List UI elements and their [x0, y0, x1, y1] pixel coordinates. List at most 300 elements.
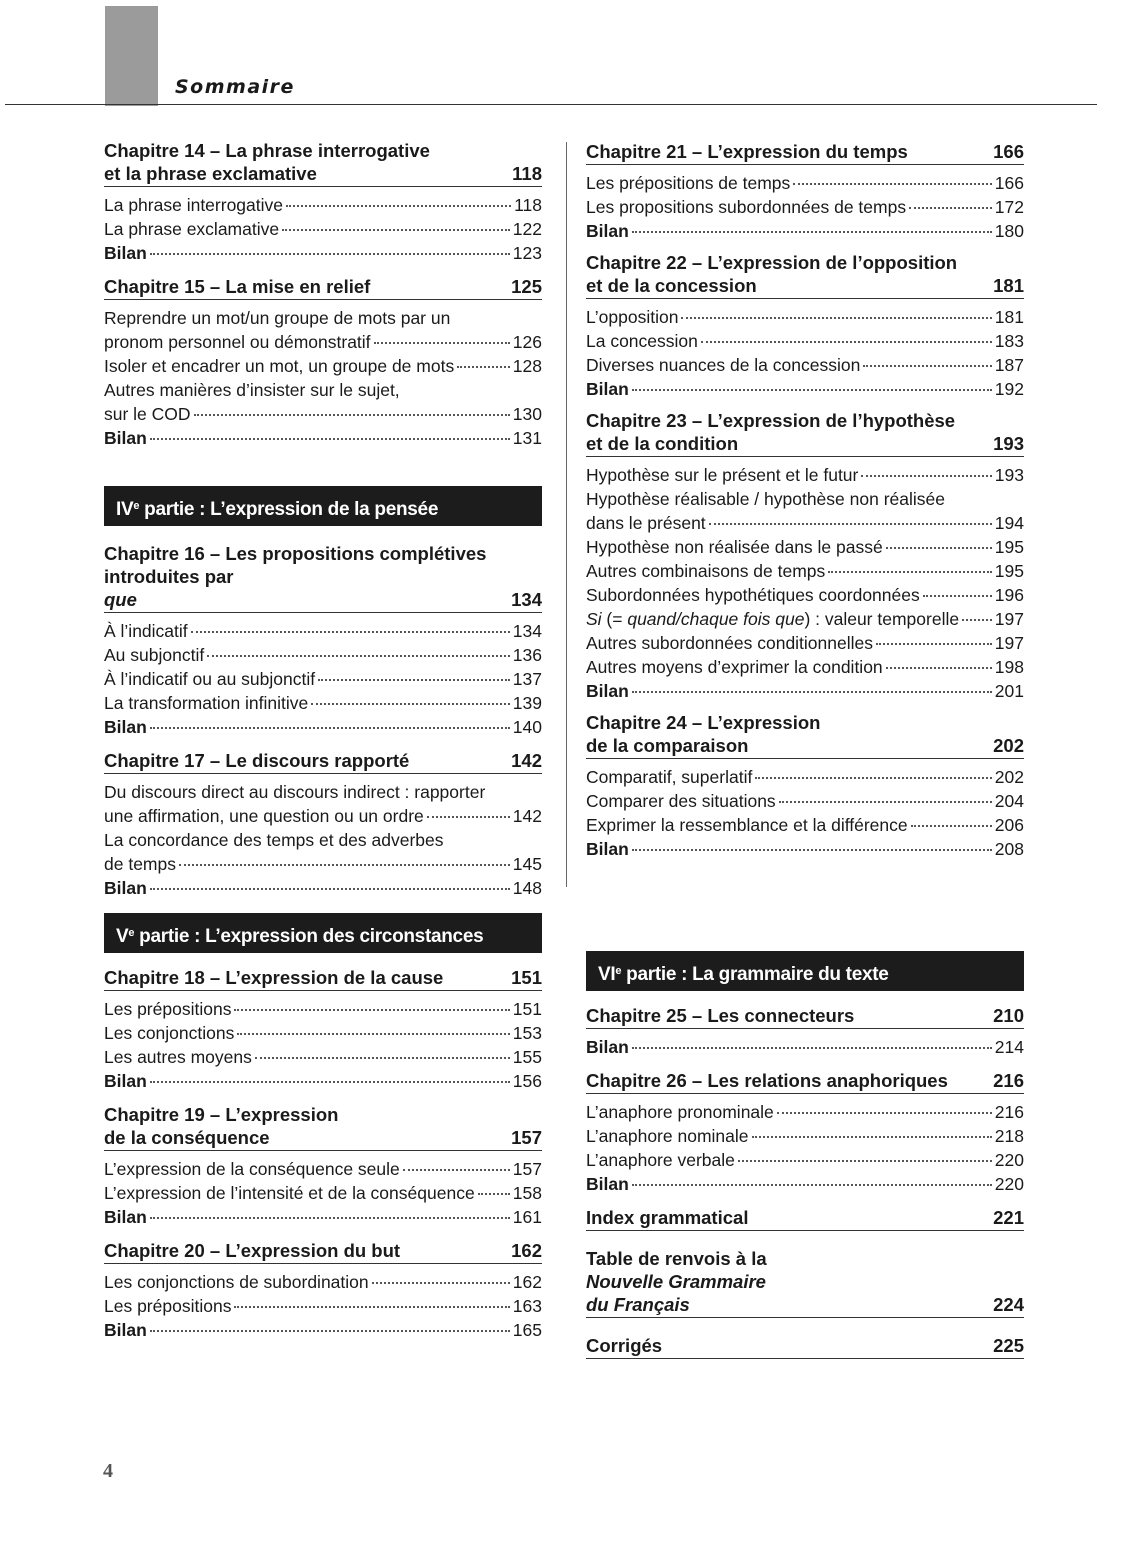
- toc-entry[interactable]: [104, 193, 542, 217]
- entry-page: 161: [512, 1207, 542, 1227]
- index-section: [586, 1206, 1024, 1231]
- chapter-page-number: 193: [993, 433, 1024, 454]
- entry-label-part: (=: [601, 609, 628, 629]
- chapter-page-number: 181: [993, 275, 1024, 296]
- entry-label: L’expression de la conséquence seule: [104, 1159, 400, 1179]
- dot-leader: [478, 1193, 510, 1195]
- entry-label: Les prépositions de temps: [586, 173, 791, 193]
- chapter-16: [104, 542, 542, 739]
- toc-entry[interactable]: [104, 997, 542, 1021]
- entry-label: Autres combinaisons de temps: [586, 561, 826, 581]
- toc-entry[interactable]: [586, 789, 1024, 813]
- dot-leader: [681, 317, 991, 319]
- toc-entry[interactable]: [104, 1181, 542, 1205]
- part-4-section: [104, 486, 542, 900]
- entry-label: Isoler et encadrer un mot, un groupe de mots: [104, 356, 455, 376]
- entry-label: Comparatif, superlatif: [586, 767, 753, 787]
- toc-entry-bilan[interactable]: [586, 219, 1024, 243]
- chapter-heading[interactable]: [104, 1239, 542, 1264]
- entry-page: 196: [994, 585, 1024, 605]
- entry-label: Hypothèse non réalisée dans le passé: [586, 537, 883, 557]
- entry-label-line: Autres manières d’insister sur le sujet,: [104, 380, 400, 400]
- entry-label: Bilan: [104, 717, 147, 737]
- entry-page: 194: [994, 513, 1024, 533]
- part-numeral: VI: [598, 964, 616, 985]
- dot-leader: [909, 207, 992, 209]
- toc-entry[interactable]: [586, 329, 1024, 353]
- chapter-heading[interactable]: [104, 139, 542, 187]
- toc-entry[interactable]: [104, 691, 542, 715]
- chapter-title: Corrigés: [586, 1335, 663, 1356]
- chapter-page-number: 224: [993, 1294, 1024, 1315]
- toc-entry[interactable]: [104, 330, 542, 354]
- dot-leader: [632, 389, 992, 391]
- dot-leader: [793, 183, 992, 185]
- toc-entry-bilan[interactable]: [586, 1035, 1024, 1059]
- entry-label: La phrase exclamative: [104, 219, 280, 239]
- chapter-title: Chapitre 15 – La mise en relief: [104, 276, 371, 297]
- toc-entry[interactable]: [104, 402, 542, 426]
- entry-page: 197: [994, 633, 1024, 653]
- chapter-heading[interactable]: [104, 275, 542, 300]
- entry-label-line: Du discours direct au discours indirect : rapporter: [104, 782, 486, 802]
- entry-page: 195: [994, 561, 1024, 581]
- toc-entry[interactable]: [586, 305, 1024, 329]
- right-column: [586, 140, 1024, 861]
- chapter-title-line: Chapitre 23 – L’expression de l’hypothèse: [586, 410, 956, 431]
- page-title: Sommaire: [175, 76, 295, 98]
- entry-page: 137: [512, 669, 542, 689]
- toc-entry[interactable]: [586, 765, 1024, 789]
- entry-page: 139: [512, 693, 542, 713]
- entry-label: La concession: [586, 331, 698, 351]
- toc-entry[interactable]: [586, 813, 1024, 837]
- header-tab-block: [105, 6, 158, 106]
- toc-entry[interactable]: [104, 804, 542, 828]
- dot-leader: [234, 1009, 509, 1011]
- entry-page: 131: [512, 428, 542, 448]
- entry-label: Les prépositions: [104, 999, 232, 1019]
- entry-label: Subordonnées hypothétiques coordonnées: [586, 585, 920, 605]
- toc-entry[interactable]: [586, 511, 1024, 535]
- chapter-20: [104, 1239, 542, 1342]
- toc-entry[interactable]: [104, 643, 542, 667]
- toc-entry[interactable]: [104, 619, 542, 643]
- entry-page: 218: [994, 1126, 1024, 1146]
- entry-page: 126: [512, 332, 542, 352]
- dot-leader: [709, 523, 992, 525]
- dot-leader: [632, 1184, 992, 1186]
- dot-leader: [632, 691, 992, 693]
- chapter-title-line: et la phrase exclamative: [104, 163, 317, 184]
- dot-leader: [282, 229, 510, 231]
- entry-page: 201: [994, 681, 1024, 701]
- dot-leader: [207, 655, 510, 657]
- toc-entry[interactable]: [586, 607, 1024, 631]
- entry-page: 180: [994, 221, 1024, 241]
- toc-entry[interactable]: [586, 353, 1024, 377]
- part-header[interactable]: [104, 486, 542, 526]
- entry-label: Bilan: [586, 379, 629, 399]
- entry-label: Bilan: [586, 681, 629, 701]
- entry-page: 158: [512, 1183, 542, 1203]
- dot-leader: [311, 703, 510, 705]
- chapter-title: Chapitre 25 – Les connecteurs: [586, 1005, 855, 1026]
- entry-label: À l’indicatif: [104, 621, 188, 641]
- chapter-22: [586, 251, 1024, 401]
- entry-label-line: Hypothèse réalisable / hypothèse non réalisée: [586, 489, 945, 509]
- chapter-title-line: de la comparaison: [586, 735, 749, 756]
- dot-leader: [755, 777, 991, 779]
- chapter-15: [104, 275, 542, 450]
- entry-page: 153: [512, 1023, 542, 1043]
- part-superscript: e: [133, 500, 140, 512]
- entry-label: Bilan: [586, 1174, 629, 1194]
- entry-page: 156: [512, 1071, 542, 1091]
- entry-page: 142: [512, 806, 542, 826]
- entry-label: Les conjonctions de subordination: [104, 1272, 369, 1292]
- entry-label: L’expression de l’intensité et de la conséquence: [104, 1183, 475, 1203]
- chapter-title-line: Chapitre 19 – L’expression: [104, 1104, 339, 1125]
- entry-page: 162: [512, 1272, 542, 1292]
- table-renvois-section: [586, 1247, 1024, 1318]
- chapter-23: [586, 409, 1024, 703]
- dot-leader: [457, 366, 510, 368]
- entry-page: 128: [512, 356, 542, 376]
- toc-entry-bilan[interactable]: [586, 377, 1024, 401]
- chapter-heading[interactable]: [586, 251, 1024, 299]
- chapter-title-line: et de la concession: [586, 275, 757, 296]
- entry-label: Autres moyens d’exprimer la condition: [586, 657, 883, 677]
- toc-entry-bilan[interactable]: [586, 679, 1024, 703]
- entry-page: 130: [512, 404, 542, 424]
- dot-leader: [886, 547, 992, 549]
- chapter-24: [586, 711, 1024, 861]
- chapter-page-number: 142: [511, 750, 542, 771]
- entry-label-part: ) : valeur temporelle: [804, 609, 960, 629]
- dot-leader: [779, 801, 992, 803]
- dot-leader: [863, 365, 991, 367]
- dot-leader: [777, 1112, 992, 1114]
- entry-label: Hypothèse sur le présent et le futur: [586, 465, 859, 485]
- chapter-heading[interactable]: [586, 140, 1024, 165]
- dot-leader: [150, 438, 510, 440]
- entry-label: Bilan: [104, 428, 147, 448]
- toc-entry[interactable]: [586, 535, 1024, 559]
- chapter-heading[interactable]: [104, 542, 542, 613]
- entry-page: 208: [994, 839, 1024, 859]
- toc-entry-bilan[interactable]: [104, 426, 542, 450]
- dot-leader: [234, 1306, 509, 1308]
- chapter-title: Chapitre 20 – L’expression du but: [104, 1240, 401, 1261]
- toc-entry-bilan[interactable]: [104, 1205, 542, 1229]
- entry-label: La transformation infinitive: [104, 693, 309, 713]
- toc-entry-bilan[interactable]: [104, 1318, 542, 1342]
- entry-label: pronom personnel ou démonstratif: [104, 332, 371, 352]
- toc-entry[interactable]: [586, 171, 1024, 195]
- part-label: partie : L’expression des circonstances: [134, 926, 484, 947]
- chapter-title-part: introduites par: [104, 566, 234, 587]
- dot-leader: [150, 253, 510, 255]
- entry-page: 193: [994, 465, 1024, 485]
- entry-page: 195: [994, 537, 1024, 557]
- left-column: [104, 139, 542, 450]
- entry-page: 148: [512, 878, 542, 898]
- entry-page: 214: [994, 1037, 1024, 1057]
- entry-label: À l’indicatif ou au subjonctif: [104, 669, 316, 689]
- dot-leader: [632, 1047, 992, 1049]
- dot-leader: [374, 342, 510, 344]
- part-5-section: [104, 913, 542, 1342]
- toc-entry-bilan[interactable]: [586, 1172, 1024, 1196]
- chapter-26: [586, 1069, 1024, 1196]
- dot-leader: [255, 1057, 510, 1059]
- chapter-title-line: de la conséquence: [104, 1127, 270, 1148]
- entry-label: dans le présent: [586, 513, 706, 533]
- toc-entry-bilan[interactable]: [104, 1069, 542, 1093]
- header-divider: [5, 104, 1097, 105]
- entry-label: L’anaphore pronominale: [586, 1102, 774, 1122]
- entry-page: 134: [512, 621, 542, 641]
- entry-label: La phrase interrogative: [104, 195, 283, 215]
- dot-leader: [150, 727, 510, 729]
- entry-label: Les conjonctions: [104, 1023, 235, 1043]
- entry-page: 197: [994, 609, 1024, 629]
- entry-page: 166: [994, 173, 1024, 193]
- entry-label: Bilan: [586, 839, 629, 859]
- entry-page: 172: [994, 197, 1024, 217]
- chapter-heading[interactable]: [586, 1004, 1024, 1029]
- chapter-title-line: Chapitre 14 – La phrase interrogative: [104, 140, 430, 161]
- entry-label: Bilan: [586, 1037, 629, 1057]
- part-numeral: V: [116, 926, 129, 947]
- toc-entry[interactable]: [104, 217, 542, 241]
- entry-page: 136: [512, 645, 542, 665]
- entry-label: sur le COD: [104, 404, 191, 424]
- entry-label-line: Reprendre un mot/un groupe de mots par un: [104, 308, 451, 328]
- toc-entry[interactable]: [104, 1294, 542, 1318]
- entry-page: 206: [994, 815, 1024, 835]
- dot-leader: [194, 414, 510, 416]
- chapter-title: Chapitre 17 – Le discours rapporté: [104, 750, 410, 771]
- chapter-title: Chapitre 26 – Les relations anaphoriques: [586, 1070, 948, 1091]
- chapter-page-number: 225: [993, 1335, 1024, 1356]
- dot-leader: [701, 341, 992, 343]
- part-header[interactable]: [104, 913, 542, 953]
- chapter-25: [586, 1004, 1024, 1059]
- chapter-page-number: 151: [511, 967, 542, 988]
- chapter-title: Chapitre 21 – L’expression du temps: [586, 141, 908, 162]
- entry-label: Diverses nuances de la concession: [586, 355, 861, 375]
- entry-label-line: La concordance des temps et des adverbes: [104, 830, 444, 850]
- entry-page: 220: [994, 1174, 1024, 1194]
- entry-label: Exprimer la ressemblance et la différence: [586, 815, 908, 835]
- dot-leader: [738, 1160, 992, 1162]
- entry-label-italic: Si: [586, 609, 602, 629]
- entry-page: 198: [994, 657, 1024, 677]
- entry-label: Bilan: [104, 1071, 147, 1091]
- toc-entry-bilan[interactable]: [104, 876, 542, 900]
- entry-label: Comparer des situations: [586, 791, 776, 811]
- chapter-heading[interactable]: [104, 966, 542, 991]
- chapter-title-line: et de la condition: [586, 433, 739, 454]
- dot-leader: [318, 679, 510, 681]
- entry-page: 118: [514, 195, 542, 215]
- entry-page: 192: [994, 379, 1024, 399]
- dot-leader: [876, 643, 992, 645]
- entry-label: Les prépositions: [104, 1296, 232, 1316]
- chapter-page-number: 202: [993, 735, 1024, 756]
- toc-entry[interactable]: [104, 354, 542, 378]
- toc-entry[interactable]: [104, 1045, 542, 1069]
- chapter-heading[interactable]: [104, 1103, 542, 1151]
- chapter-heading[interactable]: [586, 711, 1024, 759]
- entry-page: 155: [512, 1047, 542, 1067]
- toc-entry[interactable]: [586, 583, 1024, 607]
- toc-entry[interactable]: [586, 631, 1024, 655]
- entry-label: L’opposition: [586, 307, 679, 327]
- entry-label: de temps: [104, 854, 176, 874]
- entry-label: une affirmation, une question ou un ordre: [104, 806, 424, 826]
- column-divider: [566, 142, 567, 887]
- chapter-21: [586, 140, 1024, 243]
- chapter-19: [104, 1103, 542, 1229]
- chapter-title: Chapitre 18 – L’expression de la cause: [104, 967, 444, 988]
- dot-leader: [752, 1136, 992, 1138]
- chapter-14: [104, 139, 542, 265]
- entry-page: 145: [512, 854, 542, 874]
- chapter-page-number: 118: [512, 163, 542, 184]
- part-numeral: IV: [116, 499, 134, 520]
- toc-entry[interactable]: [104, 1021, 542, 1045]
- chapter-page-number: 134: [511, 589, 542, 610]
- dot-leader: [861, 475, 991, 477]
- entry-label: L’anaphore verbale: [586, 1150, 735, 1170]
- dot-leader: [962, 619, 992, 621]
- toc-entry[interactable]: [104, 1157, 542, 1181]
- entry-label: Bilan: [104, 1320, 147, 1340]
- toc-entry-bilan[interactable]: [586, 837, 1024, 861]
- toc-entry[interactable]: [586, 195, 1024, 219]
- part-superscript: e: [128, 927, 135, 939]
- toc-entry[interactable]: [104, 667, 542, 691]
- chapter-page-number: 166: [993, 141, 1024, 162]
- entry-label-italic: quand/chaque fois que: [627, 609, 805, 629]
- entry-label: Autres subordonnées conditionnelles: [586, 633, 873, 653]
- toc-entry[interactable]: [586, 655, 1024, 679]
- entry-page: 140: [512, 717, 542, 737]
- entry-page: 181: [994, 307, 1024, 327]
- toc-entry[interactable]: [104, 1270, 542, 1294]
- entry-label: Bilan: [104, 1207, 147, 1227]
- chapter-heading[interactable]: [586, 1069, 1024, 1094]
- chapter-page-number: 221: [993, 1207, 1024, 1228]
- chapter-page-number: 216: [993, 1070, 1024, 1091]
- entry-page: 157: [512, 1159, 542, 1179]
- part-superscript: e: [615, 965, 622, 977]
- entry-label: Bilan: [104, 878, 147, 898]
- dot-leader: [150, 888, 510, 890]
- chapter-heading[interactable]: [586, 1247, 1024, 1318]
- chapter-title-italic: du Français: [586, 1294, 690, 1315]
- part-label: partie : La grammaire du texte: [621, 964, 889, 985]
- entry-label: Au subjonctif: [104, 645, 205, 665]
- entry-page: 163: [512, 1296, 542, 1316]
- entry-label: Les autres moyens: [104, 1047, 252, 1067]
- dot-leader: [372, 1282, 510, 1284]
- chapter-page-number: 162: [511, 1240, 542, 1261]
- part-6-section: [586, 951, 1024, 1365]
- chapter-heading[interactable]: [104, 749, 542, 774]
- dot-leader: [286, 205, 511, 207]
- chapter-page-number: 125: [511, 276, 542, 297]
- dot-leader: [403, 1169, 510, 1171]
- entry-label: Bilan: [104, 243, 147, 263]
- dot-leader: [828, 571, 992, 573]
- toc-entry-bilan[interactable]: [104, 715, 542, 739]
- dot-leader: [632, 849, 992, 851]
- dot-leader: [191, 631, 510, 633]
- toc-entry[interactable]: [586, 559, 1024, 583]
- chapter-title-line: Chapitre 16 – Les propositions complétives: [104, 543, 487, 564]
- toc-entry-bilan[interactable]: [104, 241, 542, 265]
- entry-page: 220: [994, 1150, 1024, 1170]
- toc-entry[interactable]: [586, 463, 1024, 487]
- entry-page: 165: [512, 1320, 542, 1340]
- chapter-title-part: Table de renvois à la: [586, 1248, 767, 1269]
- chapter-title-italic: que: [104, 589, 137, 610]
- dot-leader: [150, 1330, 510, 1332]
- part-label: partie : L’expression de la pensée: [139, 499, 439, 520]
- toc-entry[interactable]: [586, 1124, 1024, 1148]
- dot-leader: [150, 1081, 510, 1083]
- entry-page: 122: [512, 219, 542, 239]
- entry-label: [586, 607, 959, 631]
- chapter-heading[interactable]: [586, 1206, 1024, 1231]
- toc-entry[interactable]: [586, 1100, 1024, 1124]
- dot-leader: [427, 816, 510, 818]
- toc-entry[interactable]: [104, 852, 542, 876]
- entry-label: Les propositions subordonnées de temps: [586, 197, 907, 217]
- dot-leader: [923, 595, 992, 597]
- chapter-18: [104, 966, 542, 1093]
- chapter-page-number: 210: [993, 1005, 1024, 1026]
- entry-page: 216: [994, 1102, 1024, 1122]
- chapter-title-italic: Nouvelle Grammaire: [586, 1271, 766, 1292]
- dot-leader: [886, 667, 992, 669]
- chapter-heading[interactable]: [586, 1334, 1024, 1359]
- dot-leader: [911, 825, 992, 827]
- part-header[interactable]: [586, 951, 1024, 991]
- entry-page: 123: [512, 243, 542, 263]
- chapter-title-line: Chapitre 22 – L’expression de l’opposition: [586, 252, 958, 273]
- corriges-section: [586, 1334, 1024, 1359]
- entry-page: 151: [512, 999, 542, 1019]
- chapter-title-line: Chapitre 24 – L’expression: [586, 712, 821, 733]
- dot-leader: [237, 1033, 509, 1035]
- entry-page: 202: [994, 767, 1024, 787]
- entry-page: 204: [994, 791, 1024, 811]
- chapter-page-number: 157: [511, 1127, 542, 1148]
- entry-label: Bilan: [586, 221, 629, 241]
- dot-leader: [150, 1217, 510, 1219]
- toc-entry[interactable]: [586, 1148, 1024, 1172]
- entry-page: 183: [994, 331, 1024, 351]
- dot-leader: [632, 231, 992, 233]
- dot-leader: [179, 864, 510, 866]
- chapter-heading[interactable]: [586, 409, 1024, 457]
- chapter-title: Index grammatical: [586, 1207, 749, 1228]
